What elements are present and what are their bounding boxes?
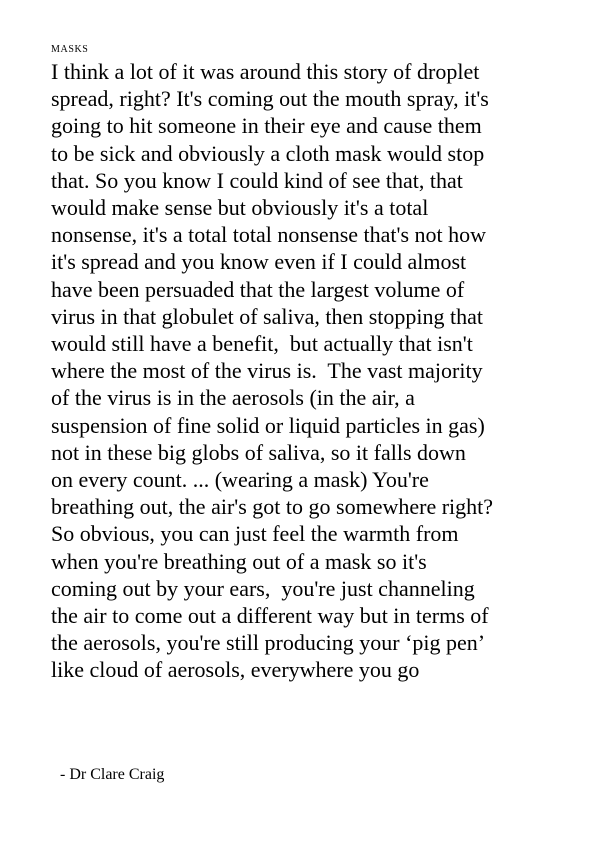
quote-text: I think a lot of it was around this story of droplet spread, right? It's coming out the mouth spray, it's going to hit someone in their eye and cause them to be sick and obviously a cloth mask would stop that. So you know I could kind of see that, that would make sense but obviously it's a total nonsense, it's a total total nonsense that's not how it's spread and you know even if I could almost have been persuaded that the largest volume of virus in that globulet of saliva, then stopping that would still have a benefit, but actually that isn't where the most of the virus is. The vast majority of the virus is in the aerosols (in the air, a suspension of fine solid or liquid particles in gas) not in these big globs of saliva, so it falls down on every count. ... (wearing a mask) You're breathing out, the air's got to go somewhere right? So obvious, you can just feel the warmth from when you're breathing out of a mask so it's coming out by your ears, you're just channeling the air to come out a different way but in terms of the aerosols, you're still producing your ‘pig pen’ like cloud of aerosols, everywhere you go: [51, 59, 494, 683]
quote-attribution: - Dr Clare Craig: [60, 766, 165, 783]
page-heading: MASKS: [51, 44, 89, 55]
